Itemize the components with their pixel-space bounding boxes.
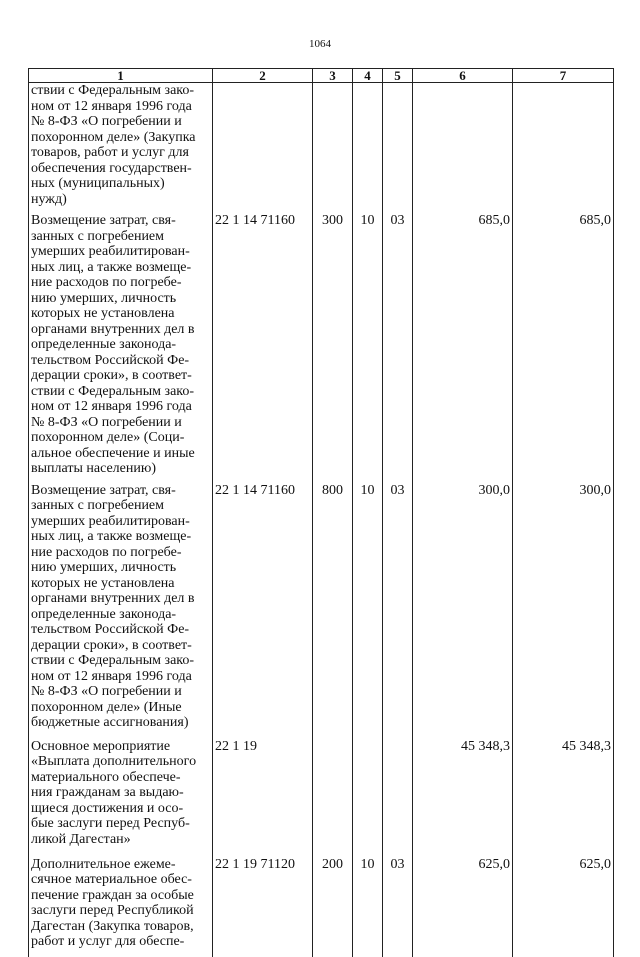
row-sum-1: 45 348,3 <box>413 731 513 849</box>
row-name: ствии с Федеральным зако- ном от 12 января 1996 года № 8-ФЗ «О погребении и похоронном деле» (Закупка товаров, работ и услуг для обеспечения государствен- ных (муниципальных) нужд) <box>29 83 213 208</box>
row-name: Основное мероприятие «Выплата дополнительного материального обеспече- ния гражданам за выдаю- щиеся достижения и осо- бые заслуги перед Респуб- ликой Дагестан» <box>29 731 213 849</box>
table-row <box>29 477 614 731</box>
row-rz: 10 <box>353 849 383 957</box>
row-sum-2: 45 348,3 <box>513 731 614 849</box>
row-vr <box>313 83 353 208</box>
row-pr <box>383 731 413 849</box>
row-rz <box>353 731 383 849</box>
header-col-2: 2 <box>213 69 313 83</box>
row-code: 22 1 14 71160 <box>213 477 313 731</box>
header-col-3: 3 <box>313 69 353 83</box>
row-pr: 03 <box>383 849 413 957</box>
row-sum-1: 300,0 <box>413 477 513 731</box>
row-name: Возмещение затрат, свя- занных с погребением умерших реабилитирован- ных лиц, а также возмеще- ние расходов по погребе- нию умерших, личность которых не установлена органами внутренних дел в определенные законода- тельством Российской Фе- дерации сроки», в соответ- ствии с Федеральным зако- ном от 12 января 1996 года № 8-ФЗ «О погребении и похоронном деле» (Иные бюджетные ассигнования) <box>29 477 213 731</box>
header-col-6: 6 <box>413 69 513 83</box>
row-name: Возмещение затрат, свя- занных с погребением умерших реабилитирован- ных лиц, а также возмеще- ние расходов по погребе- нию умерших, личность которых не установлена органами внутренних дел в определенные законода- тельством Российской Фе- дерации сроки», в соответ- ствии с Федеральным зако- ном от 12 января 1996 года № 8-ФЗ «О погребении и похоронном деле» (Соци- альное обеспечение и иные выплаты населению) <box>29 207 213 477</box>
row-vr <box>313 731 353 849</box>
header-col-1: 1 <box>29 69 213 83</box>
row-sum-1: 685,0 <box>413 207 513 477</box>
row-sum-2: 300,0 <box>513 477 614 731</box>
header-row <box>29 69 614 83</box>
row-vr: 300 <box>313 207 353 477</box>
row-code <box>213 83 313 208</box>
row-code: 22 1 19 71120 <box>213 849 313 957</box>
row-vr: 200 <box>313 849 353 957</box>
row-vr: 800 <box>313 477 353 731</box>
row-pr: 03 <box>383 207 413 477</box>
page-number: 1064 <box>309 38 331 50</box>
row-sum-2: 685,0 <box>513 207 614 477</box>
row-rz: 10 <box>353 477 383 731</box>
row-sum-2 <box>513 83 614 208</box>
header-col-5: 5 <box>383 69 413 83</box>
row-rz <box>353 83 383 208</box>
row-sum-2: 625,0 <box>513 849 614 957</box>
row-sum-1 <box>413 83 513 208</box>
header-col-4: 4 <box>353 69 383 83</box>
budget-table <box>28 68 614 957</box>
row-rz: 10 <box>353 207 383 477</box>
header-col-7: 7 <box>513 69 614 83</box>
row-code: 22 1 19 <box>213 731 313 849</box>
row-code: 22 1 14 71160 <box>213 207 313 477</box>
table-row <box>29 849 614 957</box>
table-row <box>29 731 614 849</box>
table-row <box>29 83 614 208</box>
row-pr: 03 <box>383 477 413 731</box>
row-pr <box>383 83 413 208</box>
row-sum-1: 625,0 <box>413 849 513 957</box>
table-row <box>29 207 614 477</box>
row-name: Дополнительное ежеме- сячное материальное обес- печение граждан за особые заслуги перед Республикой Дагестан (Закупка товаров, работ и услуг для обеспе- <box>29 849 213 957</box>
